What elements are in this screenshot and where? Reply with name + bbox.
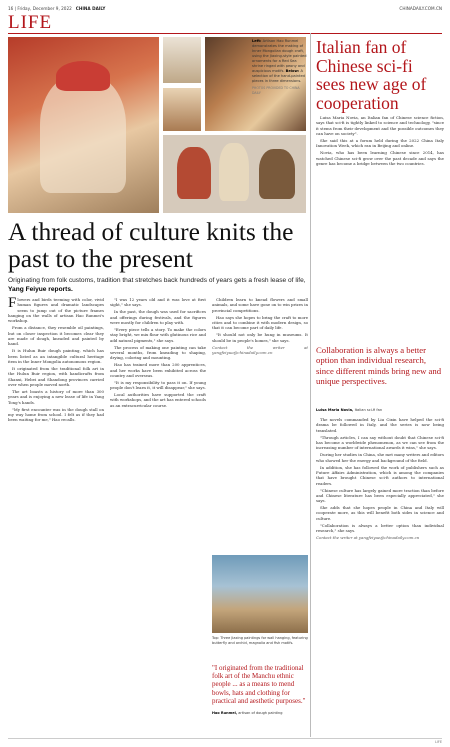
artisan-headwear xyxy=(56,61,110,91)
dough-figure xyxy=(177,147,211,199)
article-paragraph: Novia, who has been learning Chinese since 2014, has watched Chinese sci-fi grow over the past decade and says the genre has become a bridge between the two countries. xyxy=(316,150,444,166)
article-paragraph: From a distance, they resemble oil paintings, but on closer inspection it becomes clear they are made of dough, kneaded and painted by hand. xyxy=(8,325,104,347)
edition-label: CHINADAILY.COM.CN xyxy=(399,6,442,11)
article-column-3 xyxy=(212,297,308,552)
sidebar-quote-attribution xyxy=(316,408,444,412)
dough-figure xyxy=(259,149,295,199)
sidebar-pull-quote: Collaboration is always a better option than individual research, since different minds bring new and unique perspectives. xyxy=(316,345,442,386)
quote-title: artisan of dough painting xyxy=(238,711,283,715)
article-paragraph: The novels commanded by Liu Cixin have helped the sci-fi drama be followed in Italy, and the series is now being translated. xyxy=(316,417,444,433)
article-paragraph: Children learn to knead flowers and small animals, and some have gone on to win prizes in provincial competitions. xyxy=(212,297,308,313)
artisan-figure xyxy=(40,75,126,193)
article-paragraph: It is Hulun Buir dough painting, which has been listed as an intangible cultural heritage item in the Inner Mongolia autonomous region. xyxy=(8,348,104,364)
article-column-2 xyxy=(110,297,206,735)
article-paragraph: "I was 12 years old and it was love at first sight," she says. xyxy=(110,297,206,308)
article-paragraph: "My first encounter was in the dough stall on my way home from school. I felt as if they had been waiting for me," Hao recalls. xyxy=(8,406,104,423)
article-paragraph: "It should not only be hung in museums. It should be in people's homes," she says. xyxy=(212,332,308,343)
section-title: LIFE xyxy=(8,12,53,33)
photo-caption xyxy=(252,39,308,96)
photo-credit: PHOTOS PROVIDED TO CHINA DAILY xyxy=(252,86,300,95)
quote-name: Luisa Maria Novia, xyxy=(316,408,354,412)
caption-text-2: A selection of the hand-painted pieces in three dimensions. xyxy=(252,69,305,83)
article-paragraph: She said this at a forum held during the 2022 China Italy Innovation Week, which ran in Beijing and online. xyxy=(316,137,444,149)
footer-section: LIFE xyxy=(435,740,442,744)
article-paragraph: In addition, she has followed the work of publishers such as Future Affairs Administration, which is among the companies that have brought Chinese sci-fi authors to international readers. xyxy=(316,464,444,486)
artisan-photo xyxy=(8,37,159,213)
article-paragraph: Hao has trained more than 200 apprentices, and her works have been exhibited across the country and overseas. xyxy=(110,362,206,378)
article-paragraph: "It is my responsibility to pass it on. If young people don't learn it, it will disappear," she says. xyxy=(110,379,206,391)
article-paragraph: She adds that she hopes people in China and Italy will cooperate more, as this will benefit both sides in science and culture. xyxy=(316,505,444,521)
pull-quote-attribution xyxy=(212,711,308,716)
pull-quote: "I originated from the traditional folk art of the Manchu ethnic people ... as a means to mend bowls, hats and clothing for practical and aesthetic purposes." xyxy=(212,664,306,705)
contact-line: Contact the writer at yangfeiyue@chinadaily.com.cn xyxy=(316,535,420,541)
article-paragraph xyxy=(8,297,104,324)
dough-figures-photo xyxy=(163,135,306,213)
article-paragraph: "Through articles, I can say without doubt that Chinese sci-fi has become a worldwide phenomenon, as we can see from the increasing number of international awards it wins," she says. xyxy=(316,434,444,451)
article-paragraph: "Every piece tells a story. To make the colors stay bright, we mix flour with glutinous rice and add natural pigments," she says. xyxy=(110,326,206,343)
sidebar-column-2 xyxy=(316,417,444,727)
dough-figure xyxy=(219,143,249,201)
footer-rule xyxy=(8,738,442,739)
article-paragraph: It originated from the traditional folk art in the Hulun Buir region, with handicrafts from Shanxi, Hebei and Shandong provinces carried over when people moved north. xyxy=(8,365,104,387)
sidebar-column-1 xyxy=(316,115,444,337)
caption-label-2: Below: xyxy=(285,69,300,73)
paper-logo: CHINA DAILY xyxy=(75,6,106,11)
page-date: 16 | Friday, December 9, 2022 xyxy=(8,6,72,11)
article-paragraph: "Collaboration is always a better option than individual research," she says. xyxy=(316,522,444,534)
column-divider xyxy=(310,33,311,737)
page-info xyxy=(8,6,105,11)
article-paragraph: Local authorities have supported the craft with workshops, and the art has entered schools as an extracurricular course. xyxy=(110,392,206,408)
headline: A thread of culture knits the past to the present xyxy=(8,217,294,273)
article-paragraph: The process of making one painting can take several months, from kneading to shaping, drying, coloring and mounting. xyxy=(110,344,206,361)
article-paragraph: During her studies in China, she met many writers and editors who showed her the energy and background of the field. xyxy=(316,452,444,463)
quote-title: Italian sci-fi fan xyxy=(354,408,383,412)
standfirst-text: Originating from folk customs, tradition that stretches back hundreds of years gets a fresh lease of life, xyxy=(8,277,306,284)
article-paragraph: The art boasts a history of more than 300 years and is enjoying a new lease of life in Yang Tong's hands. xyxy=(8,388,104,405)
quote-name: Hao Runmei, xyxy=(212,711,238,715)
byline: Yang Feiyue reports. xyxy=(8,285,73,293)
dough-piece-photo-2 xyxy=(163,88,201,131)
contact-line: Contact the writer at yangfeiyue@chinadaily.com.cn xyxy=(212,344,308,355)
drop-cap: F xyxy=(8,297,17,311)
article-paragraph: "Chinese culture has largely gained more traction than before and Chinese literature has been especially appreciated," she says. xyxy=(316,487,444,504)
dough-piece-photo-1 xyxy=(163,37,201,83)
article-paragraph: In the past, the dough was used for sacrifices and offerings during festivals, and the figures were mostly for children to play with. xyxy=(110,309,206,325)
article-paragraph: Hao says she hopes to bring the craft to more cities and to combine it with modern design, so that it can become part of daily life. xyxy=(212,314,308,331)
section-divider xyxy=(8,33,442,34)
article-paragraph: Luisa Maria Novia, an Italian fan of Chinese science fiction, says that sci-fi is tightly linked to science and technology, "since it stems from their development and the possible outcomes they can have on society". xyxy=(316,115,444,137)
standfirst xyxy=(8,277,308,294)
photo-caption: Top: Three Jiaxing paintings for wall hanging, featuring butterfly and orchid, magnolia and fish motifs. xyxy=(212,636,308,645)
sidebar-headline: Italian fan of Chinese sci-fi sees new age of cooperation xyxy=(316,37,427,113)
article-column-1 xyxy=(8,297,104,735)
wall-painting-photo xyxy=(212,555,308,633)
caption-text: Artisan Hao Runmei demonstrates the making of Inner Mongolian dough craft, using the Jiaxing-style painted ornaments for a Red Sea shrine ringed with peony and auspicious motifs. xyxy=(252,39,307,73)
caption-label: Left: xyxy=(252,39,262,43)
paragraph-text: lowers and birds teeming with color, vivid human figures and dramatic landscapes seem to jump out of the picture frames hanging on the walls of artisan Hao Runmei's workshop. xyxy=(8,297,104,324)
